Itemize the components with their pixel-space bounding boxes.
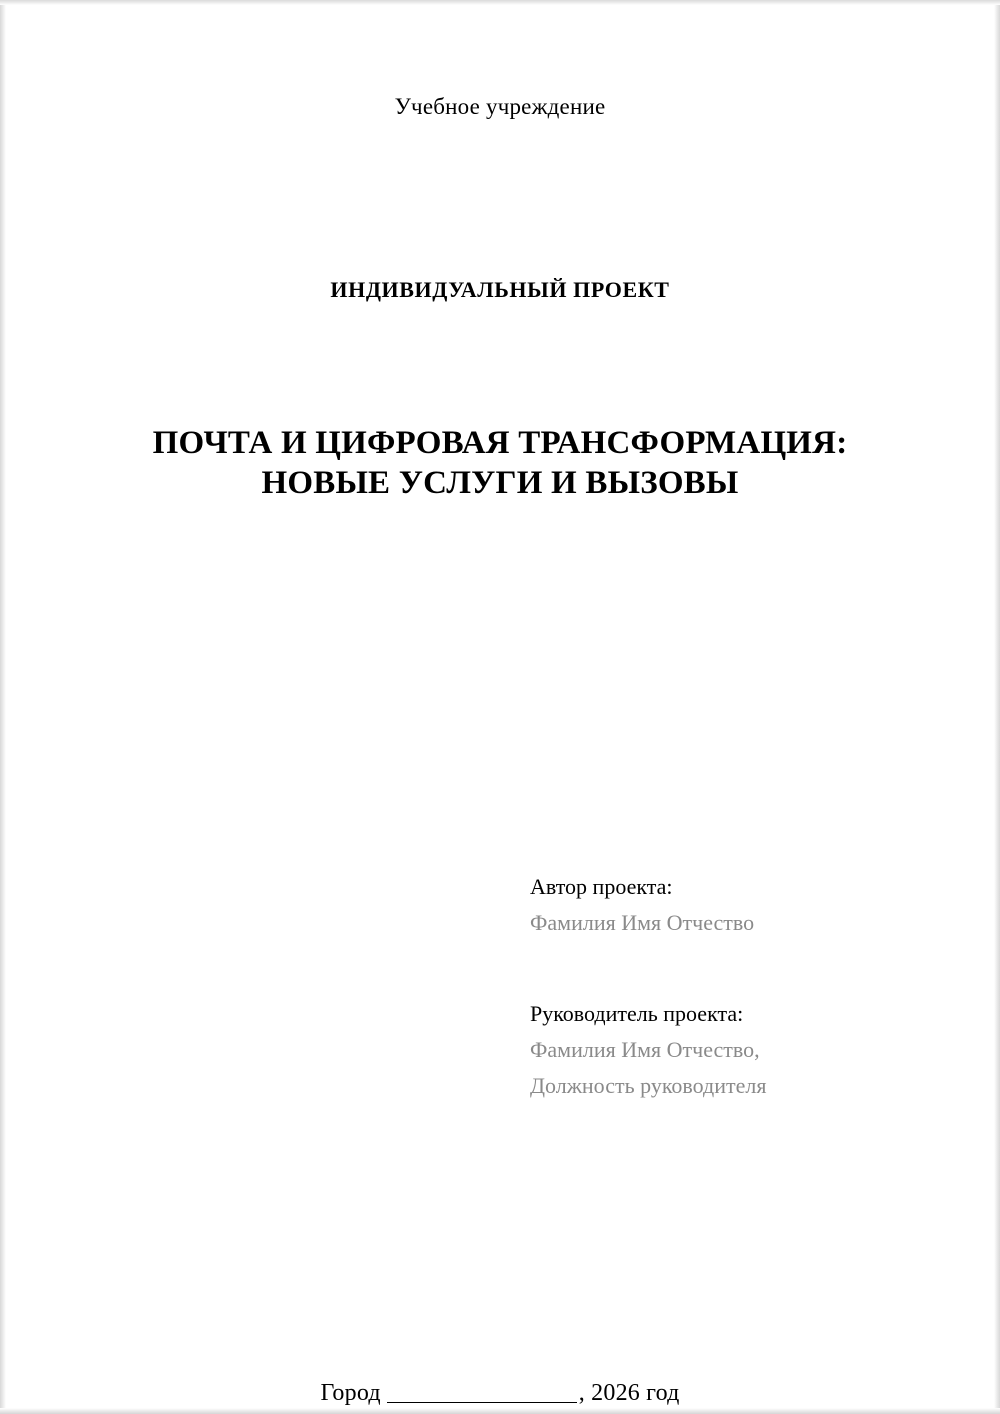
supervisor-block bbox=[530, 999, 910, 1100]
supervisor-value-line2: Должность руководителя bbox=[530, 1072, 767, 1098]
author-block bbox=[530, 872, 910, 937]
supervisor-label: Руководитель проекта: bbox=[530, 1001, 744, 1027]
page-content bbox=[0, 92, 1000, 1414]
author-label: Автор проекта: bbox=[530, 874, 673, 899]
project-type-label: ИНДИВИДУАЛЬНЫЙ ПРОЕКТ bbox=[330, 276, 670, 302]
supervisor-value-line1: Фамилия Имя Отчество, bbox=[530, 1037, 760, 1063]
author-value: Фамилия Имя Отчество bbox=[530, 909, 755, 935]
footer-city-year bbox=[0, 1380, 1000, 1407]
page-edge-top bbox=[0, 0, 1000, 5]
institution-name: Учебное учреждение bbox=[394, 94, 606, 119]
page-title: ПОЧТА И ЦИФРОВАЯ ТРАНСФОРМАЦИЯ: НОВЫЕ УСЛУГИ И ВЫЗОВЫ bbox=[152, 424, 848, 502]
city-blank-line bbox=[387, 1402, 577, 1403]
year-text: , 2026 год bbox=[578, 1380, 680, 1406]
city-label: Город bbox=[320, 1380, 381, 1406]
credits bbox=[530, 872, 910, 1100]
